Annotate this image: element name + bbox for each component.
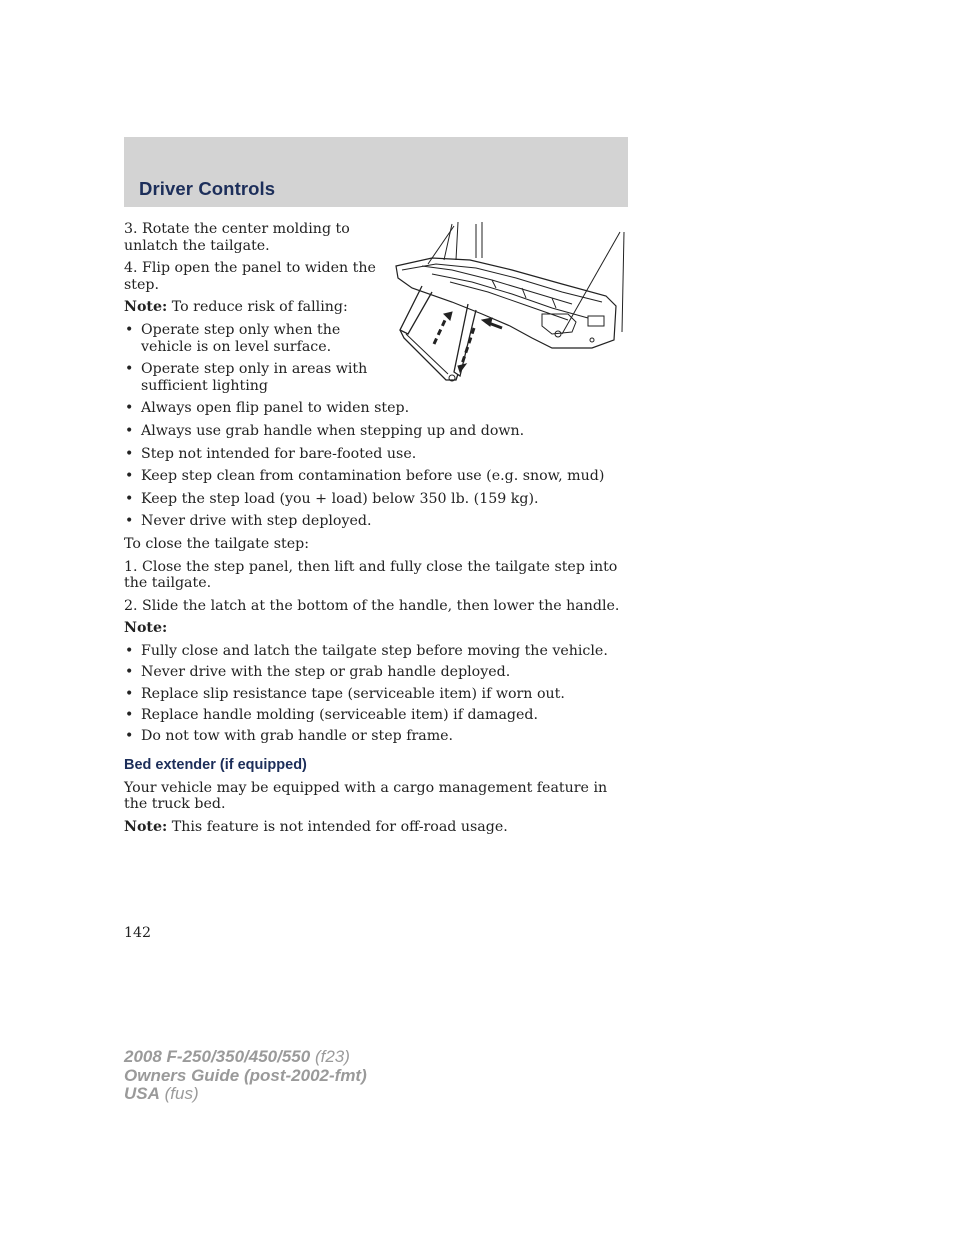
bed-extender-heading: Bed extender (if equipped) (124, 757, 307, 774)
step-4: 4. Flip open the panel to widen the step. (124, 260, 376, 293)
footer-guide: Owners Guide (post-2002-fmt) (124, 1065, 367, 1085)
close-intro: To close the tailgate step: (124, 535, 309, 552)
list-item: • Keep the step load (you + load) below 350 lb. (159 kg). (124, 491, 628, 508)
note-text: To reduce risk of falling: (167, 299, 348, 316)
section-header-band (124, 137, 628, 207)
close-step-2: 2. Slide the latch at the bottom of the handle, then lower the handle. (124, 597, 620, 614)
note-fall-risk (124, 299, 386, 316)
bed-extender-note (124, 819, 628, 836)
note-label: Note: (124, 299, 168, 316)
list-item: • Replace handle molding (serviceable item) if damaged. (124, 707, 628, 724)
step-3: 3. Rotate the center molding to unlatch the tailgate. (124, 221, 350, 254)
list-item: • Always use grab handle when stepping up and down. (124, 423, 628, 440)
list-item: • Do not tow with grab handle or step frame. (124, 728, 628, 745)
note-label: Note: (124, 620, 168, 637)
safety-list (124, 400, 628, 530)
bed-extender-text: Your vehicle may be equipped with a cargo management feature in the truck bed. (124, 779, 608, 813)
document-footer (124, 1048, 367, 1104)
safety-list-narrow (124, 322, 386, 394)
footer-model: 2008 F-250/350/450/550 (124, 1047, 311, 1066)
footer-market-code: (fus) (159, 1084, 199, 1103)
list-item: • Operate step only in areas with sufficient lighting (124, 361, 386, 394)
list-item: • Never drive with step deployed. (124, 513, 628, 530)
list-item: • Keep step clean from contamination before use (e.g. snow, mud) (124, 468, 628, 485)
note-label: Note: (124, 818, 168, 835)
list-item: • Always open flip panel to widen step. (124, 400, 628, 417)
list-item: • Never drive with the step or grab handle deployed. (124, 664, 628, 681)
closing-notes-list (124, 643, 628, 745)
note-text: This feature is not intended for off-road usage. (167, 818, 508, 835)
list-item: • Operate step only when the vehicle is on level surface. (124, 322, 386, 355)
footer-market: USA (124, 1084, 160, 1103)
page-number: 142 (124, 925, 152, 941)
section-title: Driver Controls (139, 178, 276, 199)
list-item: • Step not intended for bare-footed use. (124, 446, 628, 463)
list-item: • Fully close and latch the tailgate step before moving the vehicle. (124, 643, 628, 660)
list-item: • Replace slip resistance tape (serviceable item) if worn out. (124, 686, 628, 703)
page-content (124, 221, 628, 841)
footer-model-code: (f23) (310, 1047, 350, 1066)
close-step-1: 1. Close the step panel, then lift and fully close the tailgate step into the tailgate. (124, 558, 618, 592)
